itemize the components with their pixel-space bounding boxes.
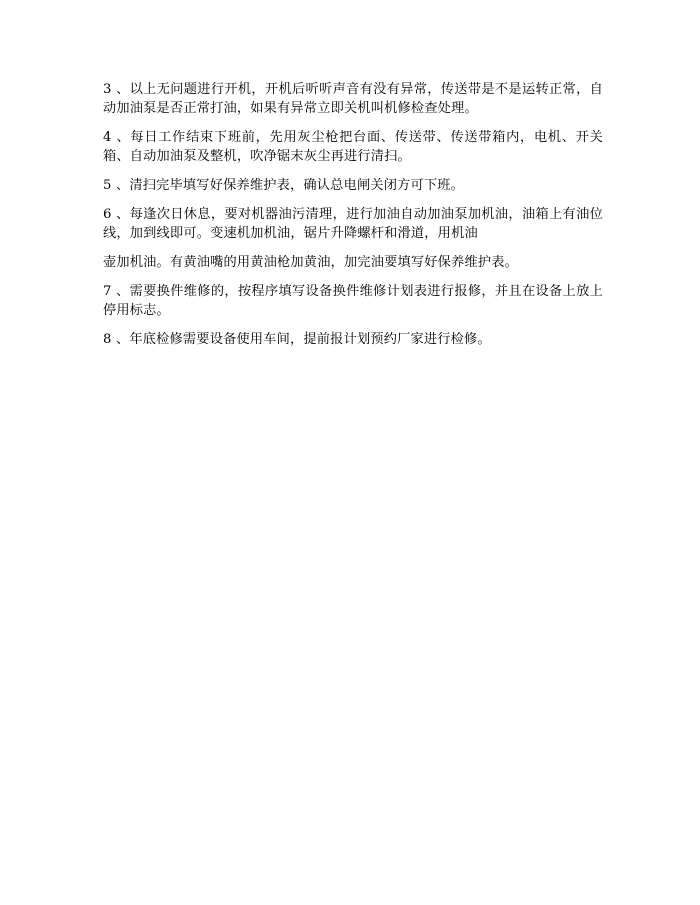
- paragraph-item-6: 6 、每逢次日休息，要对机器油污清理，进行加油自动加油泵加机油，油箱上有油位线，加到线即可。变速机加机油，锯片升降螺杆和滑道，用机油: [103, 207, 603, 241]
- paragraph-item-3: 3 、以上无问题进行开机，开机后听听声音有没有异常，传送带是不是运转正常，自动加油泵是否正常打油，如果有异常立即关机叫机修检查处理。: [103, 82, 603, 116]
- paragraph-item-8: 8 、年底检修需要设备使用车间，提前报计划预约厂家进行检修。: [103, 332, 491, 347]
- paragraph-item-5: 5 、清扫完毕填写好保养维护表，确认总电闸关闭方可下班。: [103, 178, 465, 193]
- paragraph-item-4: 4 、每日工作结束下班前，先用灰尘枪把台面、传送带、传送带箱内，电机、开关箱、自动加油泵及整机，吹净锯末灰尘再进行清扫。: [103, 130, 603, 164]
- document-body: [103, 80, 603, 359]
- paragraph-item-6-continuation: 壶加机油。有黄油嘴的用黄油枪加黄油，加完油要填写好保养维护表。: [103, 255, 519, 270]
- paragraph-item-7: 7 、需要换件维修的，按程序填写设备换件维修计划表进行报修，并且在设备上放上停用标志。: [103, 284, 603, 318]
